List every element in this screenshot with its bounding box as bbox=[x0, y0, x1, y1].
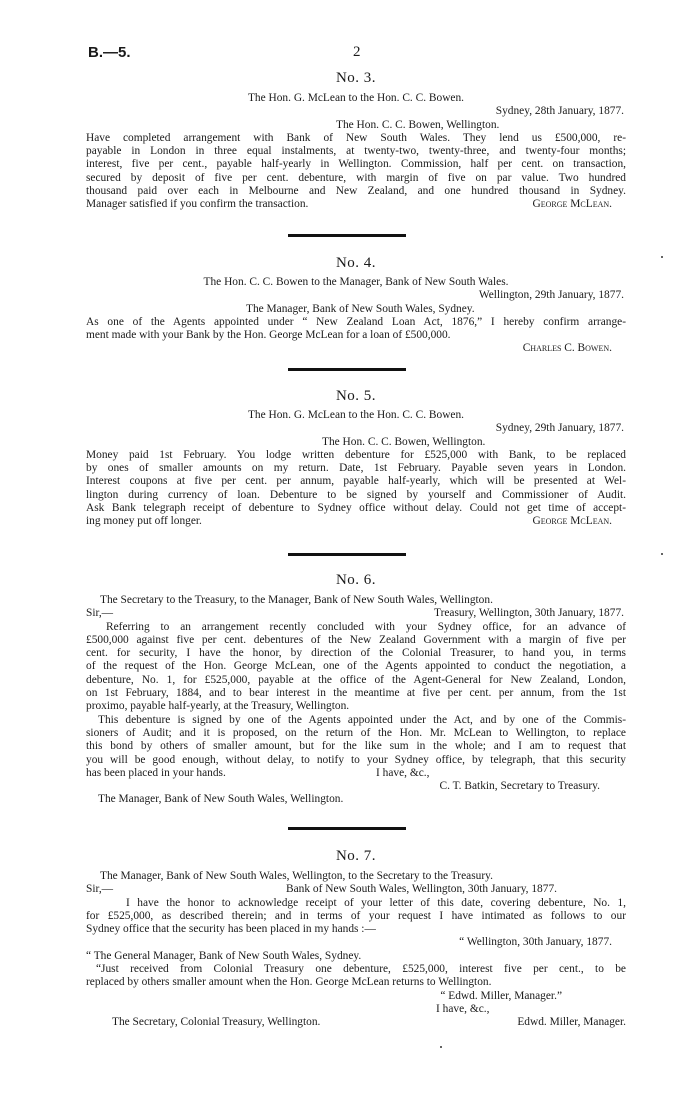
salutation: Sir,— bbox=[86, 883, 114, 896]
body-line: proximo, payable half-yearly, at the Treasury, Wellington. bbox=[86, 700, 350, 713]
body-line: by ones of smaller amounts on my return. Date, 1st February. Payable seven years in London. bbox=[86, 462, 626, 475]
signature: Charles C. Bowen. bbox=[522, 342, 612, 355]
salutation: Sir,— bbox=[86, 607, 114, 620]
section-no-3 bbox=[86, 70, 626, 212]
signature: C. T. Batkin, Secretary to Treasury. bbox=[439, 780, 600, 793]
document-reference: B.—5. bbox=[88, 44, 131, 61]
body-line: Referring to an arrangement recently concluded with your Sydney office, for an advance of bbox=[106, 620, 626, 633]
place-date: Bank of New South Wales, Wellington, 30th January, 1877. bbox=[286, 883, 557, 896]
body-line: for £525,000, as described therein; and in terms of your request I have intimated as follows to our bbox=[86, 909, 626, 922]
body-line: Interest coupons at five per cent. per annum, payable half-yearly, which will be presented at Wel- bbox=[86, 475, 626, 488]
section-no-7 bbox=[86, 848, 626, 1030]
body-line: Sydney office that the security has been placed in my hands :— bbox=[86, 923, 376, 936]
telegram-header: The Hon. G. McLean to the Hon. C. C. Bowen. bbox=[247, 92, 465, 104]
quote-body-line: replaced by others smaller amount when the Hon. George McLean returns to Wellington. bbox=[86, 976, 492, 989]
addressee: The Manager, Bank of New South Wales, Wellington. bbox=[98, 793, 344, 806]
body-line: secured by deposit of five per cent. debenture, with margin of five on par value. Two hundred bbox=[86, 171, 626, 184]
place-date: Wellington, 29th January, 1877. bbox=[478, 289, 624, 302]
letter-heading: The Manager, Bank of New South Wales, Wellington, to the Secretary to the Treasury. bbox=[100, 870, 493, 882]
body-line: debenture, No. 1, for £525,000, payable at the office of the Agent-General for New Zealand, London, bbox=[86, 673, 626, 686]
section-number: No. 5. bbox=[335, 388, 377, 404]
body-line: Manager satisfied if you confirm the transaction. bbox=[86, 198, 309, 211]
addressee: The Secretary, Colonial Treasury, Wellington. bbox=[112, 1016, 321, 1029]
body-line: I have the honor to acknowledge receipt of your letter of this date, covering debenture, No. 1, bbox=[126, 896, 626, 909]
closing: I have, &c., bbox=[376, 766, 430, 779]
body-line: ing money put off longer. bbox=[86, 515, 202, 528]
body-line: payable in London in three equal instalments, at twenty-two, twenty-three, and twenty-four months; bbox=[86, 145, 626, 158]
section-divider bbox=[288, 553, 406, 556]
quote-body-line: “Just received from Colonial Treasury one debenture, £525,000, interest five per cent., to be bbox=[96, 963, 626, 976]
body-line: sioners of Audit; and it is proposed, on the return of the Hon. Mr. McLean to Wellington, to replace bbox=[86, 726, 626, 739]
body-line: Ask Bank telegraph receipt of debenture to Sydney office without delay. Could not get time of accept- bbox=[86, 502, 626, 515]
place-date: Sydney, 29th January, 1877. bbox=[495, 422, 624, 435]
section-no-4 bbox=[86, 255, 626, 356]
closing: I have, &c., bbox=[436, 1002, 490, 1015]
body-line: This debenture is signed by one of the Agents appointed under the Act, and by one of the Commis- bbox=[98, 713, 626, 726]
section-divider bbox=[288, 234, 406, 237]
signature: Edwd. Miller, Manager. bbox=[517, 1016, 626, 1029]
letter-heading: The Secretary to the Treasury, to the Manager, Bank of New South Wales, Wellington. bbox=[100, 594, 493, 606]
telegram-header: The Hon. C. C. Bowen to the Manager, Bank of New South Wales. bbox=[203, 276, 509, 288]
quote-signature: “ Edwd. Miller, Manager.” bbox=[440, 989, 562, 1002]
body-line: £500,000 against five per cent. debentures of the New Zealand Government with a margin of five per bbox=[86, 633, 626, 646]
body-line: on 1st February, 1884, and to bear interest in the meantime at five per cent. per annum, from the 1st bbox=[86, 687, 626, 700]
addressee: The Manager, Bank of New South Wales, Sydney. bbox=[246, 302, 475, 315]
section-no-5 bbox=[86, 388, 626, 529]
body-line: cent. for security, I have the honor, by direction of the Colonial Treasurer, to hand you, in terms bbox=[86, 647, 626, 660]
body-line: interest, five per cent., payable half-yearly in Wellington. Commission, half per cent. on transaction, bbox=[86, 158, 626, 171]
addressee: The Hon. C. C. Bowen, Wellington. bbox=[322, 435, 486, 448]
signature: George McLean. bbox=[532, 198, 612, 211]
body-line: lington during currency of loan. Debenture to be signed by yourself and Commissioner of Audit. bbox=[86, 488, 626, 501]
body-line: this bond by others of smaller amount, but for the like sum in the whole; and I am to request that bbox=[86, 740, 626, 753]
section-number: No. 6. bbox=[335, 572, 377, 588]
addressee: The Hon. C. C. Bowen, Wellington. bbox=[336, 118, 500, 131]
signature: George McLean. bbox=[532, 515, 612, 528]
section-number: No. 3. bbox=[335, 70, 377, 86]
place-date: Sydney, 28th January, 1877. bbox=[495, 105, 624, 118]
body-line: you will be good enough, without delay, to notify to your Sydney office, by telegraph, that this security bbox=[86, 753, 626, 766]
print-speck bbox=[440, 1046, 442, 1048]
section-divider bbox=[288, 827, 406, 830]
section-no-6 bbox=[86, 572, 626, 807]
print-speck bbox=[661, 256, 663, 258]
body-line: of the request of the Hon. George McLean, one of the Agents appointed to conduct the negotiation, a bbox=[86, 660, 626, 673]
section-number: No. 4. bbox=[335, 255, 377, 271]
section-divider bbox=[288, 368, 406, 371]
page-number: 2 bbox=[353, 44, 361, 60]
place-date: Treasury, Wellington, 30th January, 1877. bbox=[434, 607, 624, 620]
quote-addressee: “ The General Manager, Bank of New South Wales, Sydney. bbox=[86, 949, 362, 962]
body-line: Money paid 1st February. You lodge written debenture for £525,000 with Bank, to be replaced bbox=[86, 448, 626, 461]
body-line: thousand paid over each in Melbourne and New Zealand, and one hundred thousand in Sydney. bbox=[86, 185, 626, 198]
print-speck bbox=[661, 553, 663, 555]
body-line: Have completed arrangement with Bank of New South Wales. They lend us £500,000, re- bbox=[86, 131, 626, 144]
body-line: As one of the Agents appointed under “ New Zealand Loan Act, 1876,” I hereby confirm arrange- bbox=[86, 315, 626, 328]
quote-place-date: “ Wellington, 30th January, 1877. bbox=[459, 936, 612, 949]
telegram-header: The Hon. G. McLean to the Hon. C. C. Bowen. bbox=[247, 409, 465, 421]
body-line: ment made with your Bank by the Hon. George McLean for a loan of £500,000. bbox=[86, 329, 451, 342]
section-number: No. 7. bbox=[335, 848, 377, 864]
body-line: has been placed in your hands. bbox=[86, 766, 226, 779]
